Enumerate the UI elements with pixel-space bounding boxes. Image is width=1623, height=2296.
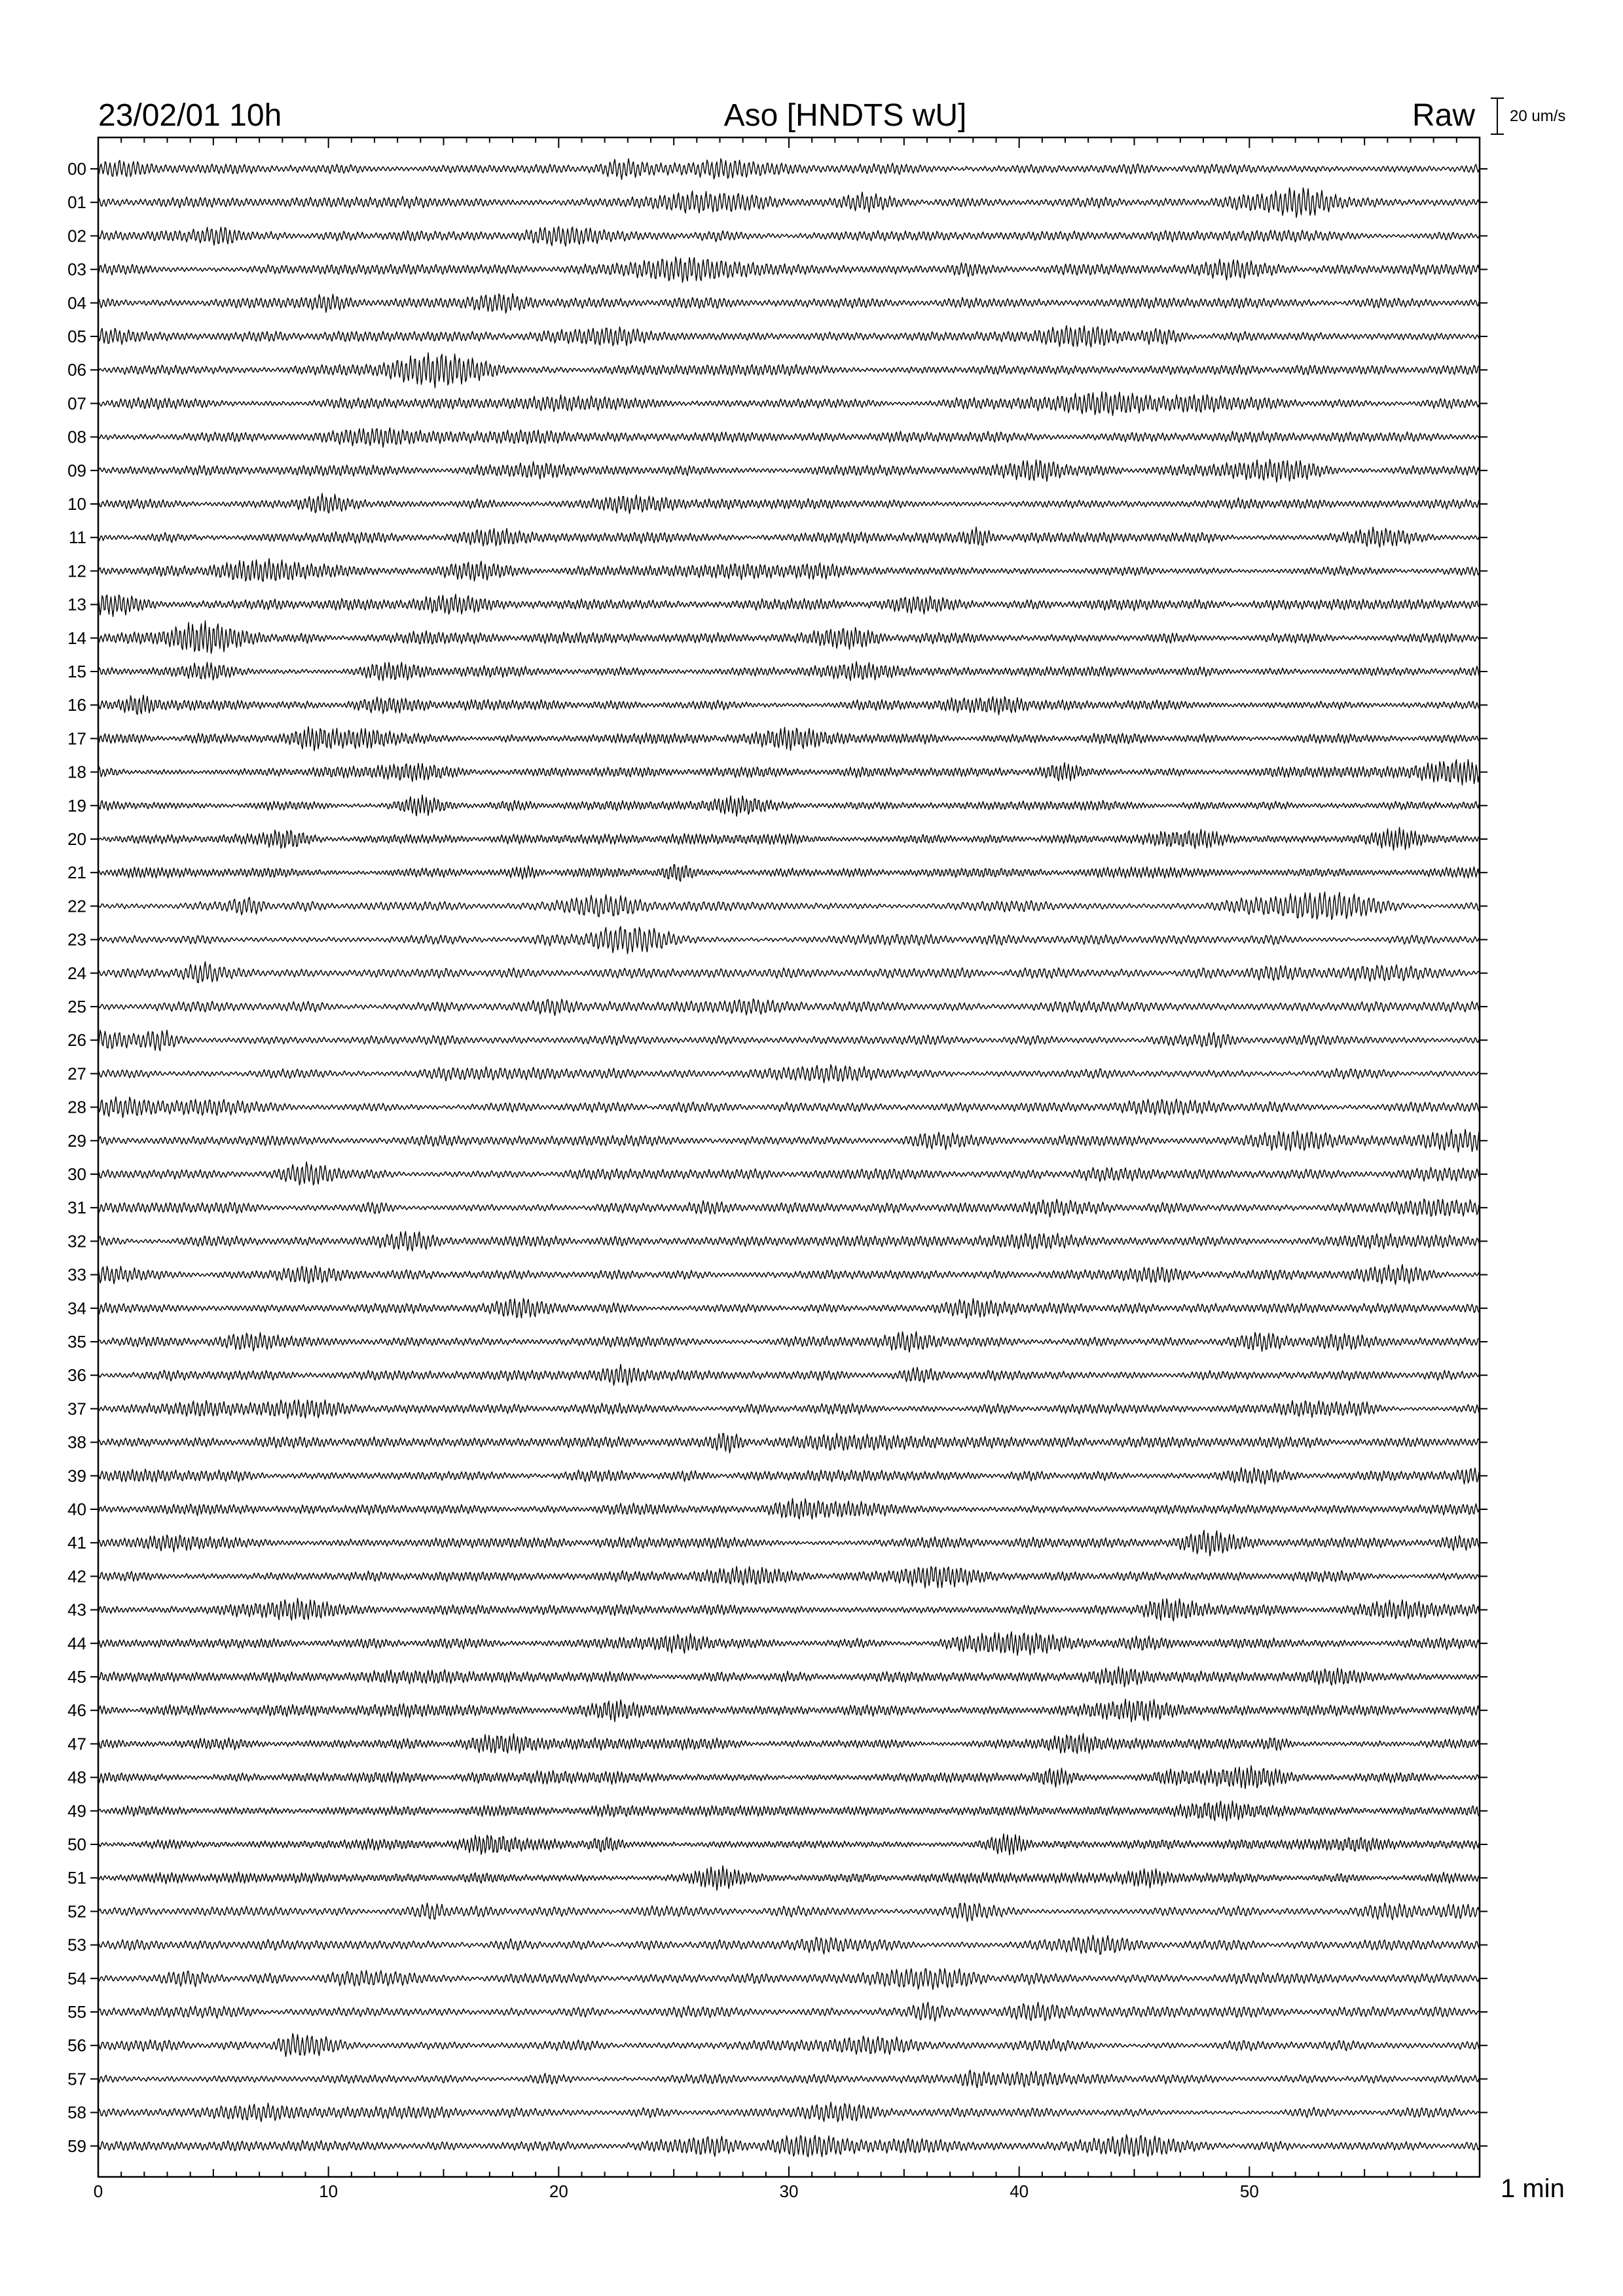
trace-row bbox=[67, 1231, 1487, 1251]
row-label: 38 bbox=[67, 1432, 86, 1452]
top-axis-ticks bbox=[98, 137, 1480, 148]
row-label: 07 bbox=[67, 393, 86, 414]
trace-row bbox=[67, 558, 1487, 581]
seismic-trace bbox=[98, 1866, 1479, 1890]
seismic-trace bbox=[98, 1903, 1479, 1921]
trace-row bbox=[67, 459, 1487, 482]
row-label: 08 bbox=[67, 427, 86, 447]
seismic-trace bbox=[98, 662, 1479, 681]
x-tick-label: 30 bbox=[779, 2181, 799, 2201]
row-label: 50 bbox=[67, 1835, 86, 1854]
seismic-trace bbox=[98, 594, 1479, 617]
trace-row bbox=[67, 2069, 1487, 2089]
trace-row bbox=[67, 2002, 1487, 2022]
row-label: 10 bbox=[67, 494, 86, 514]
trace-row bbox=[67, 1299, 1487, 1318]
row-label: 14 bbox=[67, 628, 86, 648]
seismic-trace bbox=[98, 1365, 1479, 1386]
row-label: 51 bbox=[67, 1868, 86, 1888]
row-label: 49 bbox=[67, 1801, 86, 1821]
seismic-trace bbox=[98, 865, 1479, 882]
row-label: 54 bbox=[67, 1968, 86, 1988]
trace-row bbox=[67, 293, 1487, 314]
seismic-trace bbox=[98, 795, 1479, 816]
seismic-trace bbox=[98, 695, 1479, 715]
trace-rows bbox=[67, 158, 1487, 2157]
seismic-trace bbox=[98, 1433, 1479, 1453]
seismic-trace bbox=[98, 391, 1479, 416]
trace-row bbox=[67, 863, 1487, 882]
row-label: 00 bbox=[67, 159, 86, 179]
trace-row bbox=[67, 961, 1487, 983]
row-label: 59 bbox=[67, 2136, 86, 2156]
trace-row bbox=[67, 1097, 1487, 1118]
trace-row bbox=[67, 1399, 1487, 1418]
seismic-trace bbox=[98, 226, 1479, 246]
trace-row bbox=[67, 620, 1487, 653]
row-label: 17 bbox=[67, 728, 86, 749]
seismic-trace bbox=[98, 2135, 1479, 2157]
trace-row bbox=[67, 1935, 1487, 1955]
seismic-trace bbox=[98, 428, 1479, 448]
trace-row bbox=[67, 1499, 1487, 1520]
trace-row bbox=[67, 1766, 1487, 1789]
seismic-trace bbox=[98, 2070, 1479, 2088]
row-label: 41 bbox=[67, 1533, 86, 1553]
seismic-trace bbox=[98, 1065, 1479, 1083]
trace-row bbox=[67, 1699, 1487, 1722]
seismic-trace bbox=[98, 353, 1479, 388]
seismic-trace bbox=[98, 493, 1479, 514]
mode-label: Raw bbox=[1412, 98, 1475, 133]
row-label: 35 bbox=[67, 1332, 86, 1352]
seismic-trace bbox=[98, 188, 1479, 217]
seismic-trace bbox=[98, 620, 1479, 653]
row-label: 33 bbox=[67, 1265, 86, 1285]
trace-row bbox=[67, 892, 1487, 920]
seismic-trace bbox=[98, 961, 1479, 982]
trace-row bbox=[67, 1162, 1487, 1185]
seismic-trace bbox=[98, 1632, 1479, 1655]
trace-row bbox=[67, 493, 1487, 514]
seismic-trace bbox=[98, 257, 1479, 283]
seismic-trace bbox=[98, 459, 1479, 482]
trace-row bbox=[67, 2135, 1487, 2157]
trace-row bbox=[67, 795, 1487, 816]
trace-row bbox=[67, 1632, 1487, 1655]
scale-bar bbox=[1491, 98, 1565, 134]
x-tick-label: 50 bbox=[1239, 2181, 1259, 2201]
seismic-trace bbox=[98, 1834, 1479, 1855]
seismic-trace bbox=[98, 1598, 1479, 1621]
row-label: 29 bbox=[67, 1130, 86, 1151]
trace-row bbox=[67, 2102, 1487, 2123]
trace-row bbox=[67, 1801, 1487, 1821]
trace-row bbox=[67, 326, 1487, 348]
trace-row bbox=[67, 391, 1487, 416]
row-label: 48 bbox=[67, 1767, 86, 1787]
trace-row bbox=[67, 2034, 1487, 2056]
trace-row bbox=[67, 1666, 1487, 1687]
row-label: 04 bbox=[67, 293, 86, 313]
trace-row bbox=[67, 594, 1487, 617]
x-tick-label: 20 bbox=[549, 2181, 568, 2201]
row-label: 44 bbox=[67, 1633, 86, 1653]
row-label: 09 bbox=[67, 460, 86, 480]
trace-row bbox=[67, 1064, 1487, 1083]
scale-label: 20 um/s bbox=[1510, 107, 1566, 125]
row-label: 18 bbox=[67, 762, 86, 782]
row-label: 19 bbox=[67, 795, 86, 816]
trace-row bbox=[67, 1265, 1487, 1284]
row-label: 06 bbox=[67, 360, 86, 380]
row-label: 37 bbox=[67, 1399, 86, 1419]
seismic-trace bbox=[98, 1935, 1479, 1954]
row-label: 52 bbox=[67, 1901, 86, 1922]
row-label: 15 bbox=[67, 662, 86, 681]
seismic-trace bbox=[98, 2002, 1479, 2021]
trace-row bbox=[67, 927, 1487, 954]
row-label: 58 bbox=[67, 2102, 86, 2123]
bottom-axis-ticks bbox=[98, 2166, 1480, 2177]
row-label: 23 bbox=[67, 929, 86, 950]
trace-row bbox=[67, 1834, 1487, 1855]
trace-row bbox=[67, 1433, 1487, 1453]
row-label: 03 bbox=[67, 259, 86, 279]
row-label: 31 bbox=[67, 1198, 86, 1218]
x-tick-label: 10 bbox=[319, 2181, 338, 2201]
seismic-trace bbox=[98, 1030, 1479, 1051]
row-label: 11 bbox=[69, 528, 86, 548]
trace-row bbox=[67, 427, 1487, 448]
trace-row bbox=[67, 662, 1487, 681]
row-label: 32 bbox=[67, 1231, 86, 1251]
row-label: 16 bbox=[67, 695, 86, 715]
seismic-trace bbox=[98, 1400, 1479, 1419]
row-label: 53 bbox=[67, 1935, 86, 1955]
seismic-trace bbox=[98, 1162, 1479, 1185]
seismic-trace bbox=[98, 927, 1479, 954]
row-label: 12 bbox=[67, 561, 86, 581]
seismic-trace bbox=[98, 2034, 1479, 2056]
station-title: Aso [HNDTS wU] bbox=[723, 98, 967, 133]
trace-row bbox=[67, 353, 1487, 388]
x-tick-labels bbox=[94, 2181, 1259, 2201]
seismic-trace bbox=[98, 1801, 1479, 1821]
seismic-trace bbox=[98, 293, 1479, 313]
seismic-trace bbox=[98, 1467, 1479, 1484]
seismic-trace bbox=[98, 892, 1479, 920]
trace-row bbox=[67, 695, 1487, 715]
trace-row bbox=[69, 527, 1487, 547]
seismic-trace bbox=[98, 1499, 1479, 1520]
seismic-trace bbox=[98, 999, 1479, 1016]
row-label: 20 bbox=[67, 829, 86, 849]
row-label: 46 bbox=[67, 1700, 86, 1721]
trace-row bbox=[67, 1365, 1487, 1386]
trace-row bbox=[67, 1901, 1487, 1921]
trace-row bbox=[67, 1734, 1487, 1754]
seismic-trace bbox=[98, 759, 1479, 785]
row-label: 40 bbox=[67, 1499, 86, 1519]
trace-row bbox=[67, 827, 1487, 850]
trace-row bbox=[67, 1530, 1487, 1556]
row-label: 05 bbox=[67, 327, 86, 346]
seismic-trace bbox=[98, 827, 1479, 850]
row-label: 13 bbox=[67, 594, 86, 615]
row-label: 27 bbox=[67, 1064, 86, 1084]
seismic-trace bbox=[98, 1130, 1479, 1153]
trace-row bbox=[67, 226, 1487, 246]
datetime-label: 23/02/01 10h bbox=[98, 98, 282, 133]
seismic-trace bbox=[98, 1766, 1479, 1789]
row-label: 34 bbox=[67, 1298, 86, 1318]
seismic-trace bbox=[98, 326, 1479, 348]
row-label: 25 bbox=[67, 997, 86, 1016]
trace-row bbox=[67, 759, 1487, 785]
row-label: 21 bbox=[67, 863, 86, 883]
row-label: 22 bbox=[67, 896, 86, 916]
row-label: 39 bbox=[67, 1465, 86, 1486]
row-label: 47 bbox=[67, 1734, 86, 1754]
seismic-trace bbox=[98, 558, 1479, 581]
trace-row bbox=[67, 726, 1487, 751]
trace-row bbox=[67, 1130, 1487, 1153]
seismic-trace bbox=[98, 1232, 1479, 1251]
trace-row bbox=[67, 257, 1487, 283]
seismic-trace bbox=[98, 2102, 1479, 2122]
x-tick-label: 40 bbox=[1010, 2181, 1029, 2201]
trace-row bbox=[67, 1566, 1487, 1588]
row-label: 43 bbox=[67, 1600, 86, 1620]
row-label: 42 bbox=[67, 1566, 86, 1587]
row-label: 45 bbox=[67, 1667, 86, 1687]
row-label: 24 bbox=[67, 963, 86, 983]
trace-row bbox=[67, 1969, 1487, 1990]
seismic-trace bbox=[98, 1666, 1479, 1687]
seismic-trace bbox=[98, 1265, 1479, 1284]
seismic-trace bbox=[98, 1566, 1479, 1588]
seismic-trace bbox=[98, 158, 1479, 179]
row-label: 02 bbox=[67, 226, 86, 246]
trace-row bbox=[67, 1332, 1487, 1352]
row-label: 26 bbox=[67, 1030, 86, 1050]
seismic-trace bbox=[98, 1097, 1479, 1118]
row-label: 55 bbox=[67, 2002, 86, 2022]
trace-row bbox=[67, 158, 1487, 179]
row-label: 57 bbox=[67, 2069, 86, 2089]
seismic-trace bbox=[98, 1199, 1479, 1217]
trace-row bbox=[67, 1466, 1487, 1486]
seismic-trace bbox=[98, 1699, 1479, 1722]
trace-row bbox=[67, 1598, 1487, 1621]
duration-label: 1 min bbox=[1501, 2174, 1565, 2203]
seismic-trace bbox=[98, 1299, 1479, 1318]
seismic-trace bbox=[98, 1969, 1479, 1990]
seismic-trace bbox=[98, 1530, 1479, 1556]
seismic-trace bbox=[98, 1332, 1479, 1352]
trace-row bbox=[67, 997, 1487, 1016]
trace-row bbox=[67, 1866, 1487, 1890]
trace-row bbox=[67, 188, 1487, 217]
plot-frame bbox=[98, 137, 1480, 2177]
seismic-trace bbox=[98, 726, 1479, 751]
row-label: 30 bbox=[67, 1164, 86, 1184]
row-label: 01 bbox=[67, 192, 86, 213]
x-tick-label: 0 bbox=[93, 2181, 103, 2201]
row-label: 56 bbox=[67, 2036, 86, 2056]
trace-row bbox=[67, 1030, 1487, 1051]
seismic-trace bbox=[98, 1734, 1479, 1754]
seismic-trace bbox=[98, 527, 1479, 547]
trace-row bbox=[67, 1198, 1487, 1217]
row-label: 36 bbox=[67, 1365, 86, 1386]
row-label: 28 bbox=[67, 1097, 86, 1117]
